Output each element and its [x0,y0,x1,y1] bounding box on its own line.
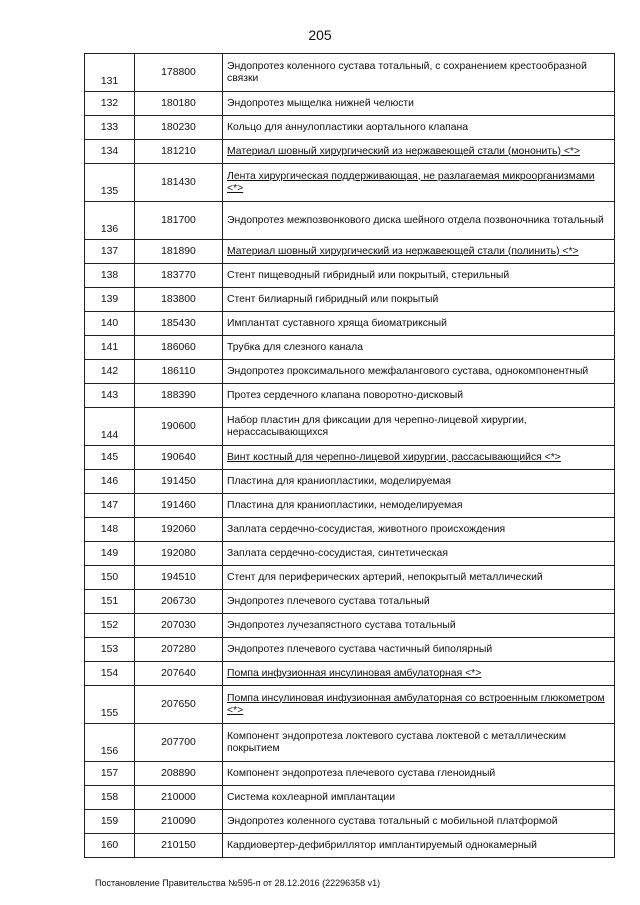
item-code: 207030 [135,614,223,638]
row-number: 157 [85,762,135,786]
item-code: 186060 [135,336,223,360]
item-code: 190640 [135,446,223,470]
table-row [85,92,615,116]
table-row [85,542,615,566]
row-number: 154 [85,662,135,686]
row-number: 132 [85,92,135,116]
item-code: 210090 [135,810,223,834]
table-row [85,54,615,92]
table-row [85,470,615,494]
row-number: 159 [85,810,135,834]
row-number: 146 [85,470,135,494]
item-code: 180180 [135,92,223,116]
item-name: Эндопротез плечевого сустава частичный биполярный [223,638,615,662]
table-row [85,408,615,446]
table-row [85,264,615,288]
footer-note: Постановление Правительства №595-п от 28.12.2016 (22296358 v1) [95,878,381,888]
item-code: 207650 [135,686,223,724]
item-code: 207640 [135,662,223,686]
item-name: Эндопротез проксимального межфалангового сустава, однокомпонентный [223,360,615,384]
item-code: 191460 [135,494,223,518]
item-name: Эндопротез межпозвонкового диска шейного отдела позвоночника тотальный [223,202,615,240]
item-name: Пластина для краниопластики, немоделируемая [223,494,615,518]
item-code: 183800 [135,288,223,312]
item-name: Материал шовный хирургический из нержавеющей стали (полинить) <*> [223,240,615,264]
item-code: 181700 [135,202,223,240]
row-number: 155 [85,686,135,724]
table-row [85,384,615,408]
item-code: 194510 [135,566,223,590]
table-row [85,724,615,762]
row-number: 135 [85,164,135,202]
row-number: 145 [85,446,135,470]
item-code: 186110 [135,360,223,384]
item-code: 185430 [135,312,223,336]
item-name: Помпа инсулиновая инфузионная амбулаторная со встроенным глюкометром <*> [223,686,615,724]
table-row [85,566,615,590]
row-number: 141 [85,336,135,360]
item-name: Компонент эндопротеза локтевого сустава локтевой с металлическим покрытием [223,724,615,762]
table-row [85,494,615,518]
row-number: 133 [85,116,135,140]
page-number: 205 [308,27,332,43]
row-number: 143 [85,384,135,408]
item-code: 181890 [135,240,223,264]
table-row [85,614,615,638]
item-name: Винт костный для черепно-лицевой хирургии, рассасывающийся <*> [223,446,615,470]
row-number: 148 [85,518,135,542]
row-number: 137 [85,240,135,264]
row-number: 147 [85,494,135,518]
table-row [85,786,615,810]
item-name: Стент билиарный гибридный или покрытый [223,288,615,312]
item-code: 192080 [135,542,223,566]
device-table [84,53,615,858]
row-number: 158 [85,786,135,810]
item-name: Эндопротез мыщелка нижней челюсти [223,92,615,116]
item-code: 180230 [135,116,223,140]
item-code: 183770 [135,264,223,288]
table-row [85,360,615,384]
item-name: Стент для периферических артерий, непокрытый металлический [223,566,615,590]
table-row [85,446,615,470]
table-row [85,288,615,312]
item-code: 208890 [135,762,223,786]
item-code: 207280 [135,638,223,662]
table-row [85,762,615,786]
table-row [85,662,615,686]
item-name: Имплантат суставного хряща биоматриксный [223,312,615,336]
item-code: 210150 [135,834,223,858]
item-name: Помпа инфузионная инсулиновая амбулаторная <*> [223,662,615,686]
row-number: 153 [85,638,135,662]
row-number: 131 [85,54,135,92]
table-row [85,116,615,140]
item-name: Пластина для краниопластики, моделируемая [223,470,615,494]
item-name: Материал шовный хирургический из нержавеющей стали (мононить) <*> [223,140,615,164]
item-code: 207700 [135,724,223,762]
item-name: Кардиовертер-дефибриллятор имплантируемый однокамерный [223,834,615,858]
item-name: Заплата сердечно-сосудистая, синтетическая [223,542,615,566]
item-code: 210000 [135,786,223,810]
row-number: 140 [85,312,135,336]
item-name: Эндопротез коленного сустава тотальный, с сохранением крестообразной связки [223,54,615,92]
row-number: 152 [85,614,135,638]
row-number: 150 [85,566,135,590]
item-code: 192060 [135,518,223,542]
item-code: 178800 [135,54,223,92]
table-row [85,810,615,834]
item-name: Система кохлеарной имплантации [223,786,615,810]
row-number: 142 [85,360,135,384]
table-row [85,140,615,164]
item-name: Протез сердечного клапана поворотно-дисковый [223,384,615,408]
item-code: 188390 [135,384,223,408]
item-name: Лента хирургическая поддерживающая, не разлагаемая микроорганизмами <*> [223,164,615,202]
item-name: Компонент эндопротеза плечевого сустава гленоидный [223,762,615,786]
row-number: 149 [85,542,135,566]
row-number: 138 [85,264,135,288]
table-row [85,312,615,336]
item-code: 190600 [135,408,223,446]
table-body [85,54,615,858]
item-name: Эндопротез лучезапястного сустава тотальный [223,614,615,638]
item-name: Трубка для слезного канала [223,336,615,360]
item-name: Заплата сердечно-сосудистая, животного происхождения [223,518,615,542]
item-name: Кольцо для аннулопластики аортального клапана [223,116,615,140]
table-row [85,240,615,264]
table-row [85,518,615,542]
row-number: 160 [85,834,135,858]
item-name: Эндопротез коленного сустава тотальный с мобильной платформой [223,810,615,834]
item-code: 181210 [135,140,223,164]
table-row [85,686,615,724]
row-number: 134 [85,140,135,164]
table-row [85,202,615,240]
row-number: 139 [85,288,135,312]
item-code: 191450 [135,470,223,494]
item-code: 181430 [135,164,223,202]
row-number: 136 [85,202,135,240]
table-row [85,336,615,360]
row-number: 156 [85,724,135,762]
item-name: Эндопротез плечевого сустава тотальный [223,590,615,614]
table-row [85,590,615,614]
item-name: Набор пластин для фиксации для черепно-лицевой хирургии, нерассасывающихся [223,408,615,446]
item-name: Стент пищеводный гибридный или покрытый, стерильный [223,264,615,288]
item-code: 206730 [135,590,223,614]
table-row [85,164,615,202]
table-row [85,638,615,662]
row-number: 151 [85,590,135,614]
table-row [85,834,615,858]
row-number: 144 [85,408,135,446]
